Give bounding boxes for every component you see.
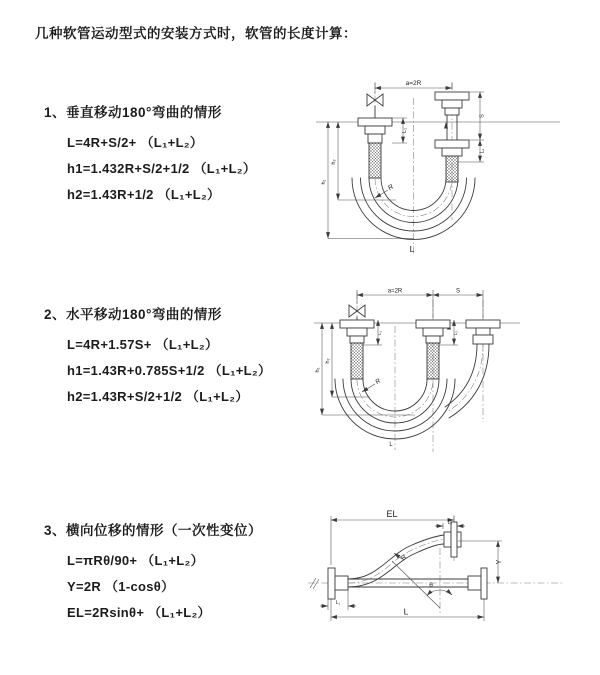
formula-el: EL=2Rsinθ+ （L₁+L₂） — [67, 605, 211, 620]
diagram-lateral-displacement — [300, 503, 600, 648]
section-2-heading: 2、水平移动180°弯曲的情形 — [44, 307, 222, 322]
formula-l: L=4R+1.57S+ （L₁+L₂） — [67, 337, 219, 352]
dim-label-l1: L₁ — [377, 330, 382, 336]
top-right-flange — [444, 522, 461, 557]
left-fitting — [340, 320, 374, 379]
formula-h1: h1=1.432R+S/2+1/2 （L₁+L₂） — [67, 161, 257, 176]
radius-callout — [375, 183, 395, 198]
dim-label-el: EL — [386, 509, 398, 519]
left-fitting — [358, 118, 392, 178]
hose-length-label: L — [409, 244, 415, 254]
dim-label-l2: L₂ — [447, 520, 453, 526]
formula-l: L=πRθ/90+ （L₁+L₂） — [67, 553, 204, 568]
section-horizontal-180 — [44, 306, 271, 414]
dim-l2 — [480, 140, 486, 162]
radius-callout — [394, 553, 408, 562]
formula-y: Y=2R （1-cosθ） — [67, 579, 175, 594]
datum-line — [316, 122, 560, 129]
dim-label-l1: L₁ — [402, 128, 408, 133]
radius-label: R — [387, 183, 396, 193]
dim-label-y: Y — [496, 559, 503, 565]
formula-h1: h1=1.43R+0.785S+1/2 （L₁+L₂） — [67, 363, 272, 378]
dim-h1 — [315, 323, 415, 415]
middle-fitting — [416, 320, 450, 379]
section-3-heading: 3、横向位移的情形（一次性变位） — [44, 523, 263, 538]
dim-l1 — [320, 590, 356, 610]
dim-label-h1: h₁ — [315, 367, 321, 373]
dim-label-h1: h₁ — [321, 179, 327, 185]
section-1-heading: 1、垂直移动180°弯曲的情形 — [44, 105, 222, 120]
diagram-horizontal-180-bend — [308, 282, 600, 462]
centerlines — [375, 82, 452, 256]
page-title: 几种软管运动型式的安装方式时，软管的长度计算： — [35, 26, 357, 41]
formula-h2: h2=1.43R+S/2+1/2 （L₁+L₂） — [67, 389, 249, 404]
dim-label-h2: h₂ — [331, 159, 337, 165]
angle-theta-callout — [392, 561, 452, 608]
section-lateral-displacement — [44, 522, 262, 630]
formula-h2: h2=1.43R+1/2 （L₁+L₂） — [67, 187, 221, 202]
dim-label-h2: h₂ — [325, 358, 331, 364]
centerlines — [308, 515, 562, 615]
dim-label-l: L — [403, 606, 409, 617]
dim-label-l2: L₂ — [453, 330, 458, 336]
left-flange — [328, 568, 348, 599]
dim-label-a2r: a=2R — [387, 288, 403, 295]
dim-l2 — [435, 520, 465, 529]
dim-label-l2: L₂ — [479, 148, 486, 154]
hose-length-label: L — [389, 442, 393, 448]
dim-label-s: S — [455, 288, 461, 295]
dim-label-l1: L₁ — [335, 600, 341, 606]
dim-l — [331, 599, 484, 621]
dim-h1 — [321, 122, 414, 239]
radius-label: R — [374, 377, 383, 386]
dim-label-a2r: a=2R — [405, 80, 422, 87]
radius-label: R — [399, 553, 409, 563]
centerline-break-icon — [310, 578, 319, 589]
dim-h2 — [331, 122, 396, 200]
angle-label-theta: θ — [429, 582, 433, 589]
dim-label-s: S — [479, 114, 486, 118]
diagram-vertical-180-bend — [308, 70, 600, 262]
section-vertical-180 — [44, 104, 256, 212]
radius-callout — [362, 377, 382, 392]
formula-l: L=4R+S/2+ （L₁+L₂） — [67, 135, 204, 150]
dim-a2r — [357, 289, 483, 319]
